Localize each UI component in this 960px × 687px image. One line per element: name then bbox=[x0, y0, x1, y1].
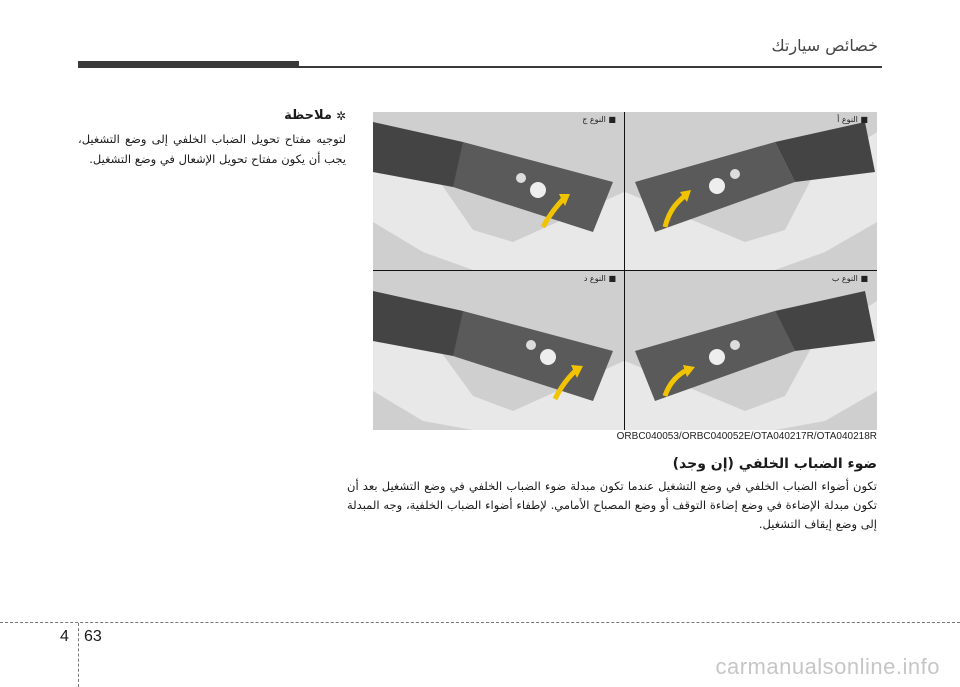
header-title: خصائص سيارتك bbox=[771, 36, 878, 55]
panel-type-b bbox=[625, 271, 876, 429]
note-heading-text: ملاحظة bbox=[284, 108, 332, 123]
header-rule-thin bbox=[78, 66, 882, 68]
section-title: ضوء الضباب الخلفي (إن وجد) bbox=[672, 456, 877, 472]
section-body: تكون أضواء الضباب الخلفي في وضع التشغيل عندما تكون مبدلة ضوء الضباب الخلفي في وضع التشغيل بعد أن تكون مبدلة الإضاءة في وضع إضاءة التوقف أو وضع المصباح الأمامي. لإطفاء أضواء الضباب الخلفية، وجه المبدلة إلى وضع إيقاف التشغيل. bbox=[347, 479, 877, 531]
note-heading bbox=[78, 108, 346, 123]
footer-rule bbox=[0, 622, 960, 623]
figure-code: ORBC040053/ORBC040052E/OTA040217R/OTA040218R bbox=[616, 431, 877, 442]
note-box bbox=[78, 108, 346, 169]
rear-fog-section bbox=[347, 456, 877, 534]
hand-switch-image-b bbox=[625, 271, 877, 430]
panel-a-label: ■ النوع أ bbox=[837, 115, 868, 124]
panel-type-a bbox=[625, 112, 876, 270]
caution-icon: ✲ bbox=[335, 108, 346, 123]
hand-switch-image-c bbox=[373, 112, 624, 270]
page-number: 63 bbox=[84, 628, 102, 645]
hand-switch-image-d bbox=[373, 271, 624, 430]
switch-figure bbox=[373, 112, 877, 430]
figure-divider-vertical bbox=[624, 112, 625, 430]
hand-switch-image-a bbox=[625, 112, 877, 270]
figure-divider-horizontal bbox=[373, 270, 877, 271]
watermark: carmanualsonline.info bbox=[715, 654, 940, 679]
footer-separator bbox=[78, 623, 79, 687]
chapter-number: 4 bbox=[60, 628, 69, 645]
panel-c-label: ■ النوع ج bbox=[582, 115, 616, 124]
panel-b-label: ■ النوع ب bbox=[831, 274, 868, 283]
panel-type-d bbox=[373, 271, 624, 429]
panel-d-label: ■ النوع د bbox=[583, 274, 616, 283]
panel-type-c bbox=[373, 112, 624, 270]
note-body: لتوجيه مفتاح تحويل الضباب الخلفي إلى وضع التشغيل، يجب أن يكون مفتاح تحويل الإشعال في وضع التشغيل. bbox=[78, 132, 346, 166]
